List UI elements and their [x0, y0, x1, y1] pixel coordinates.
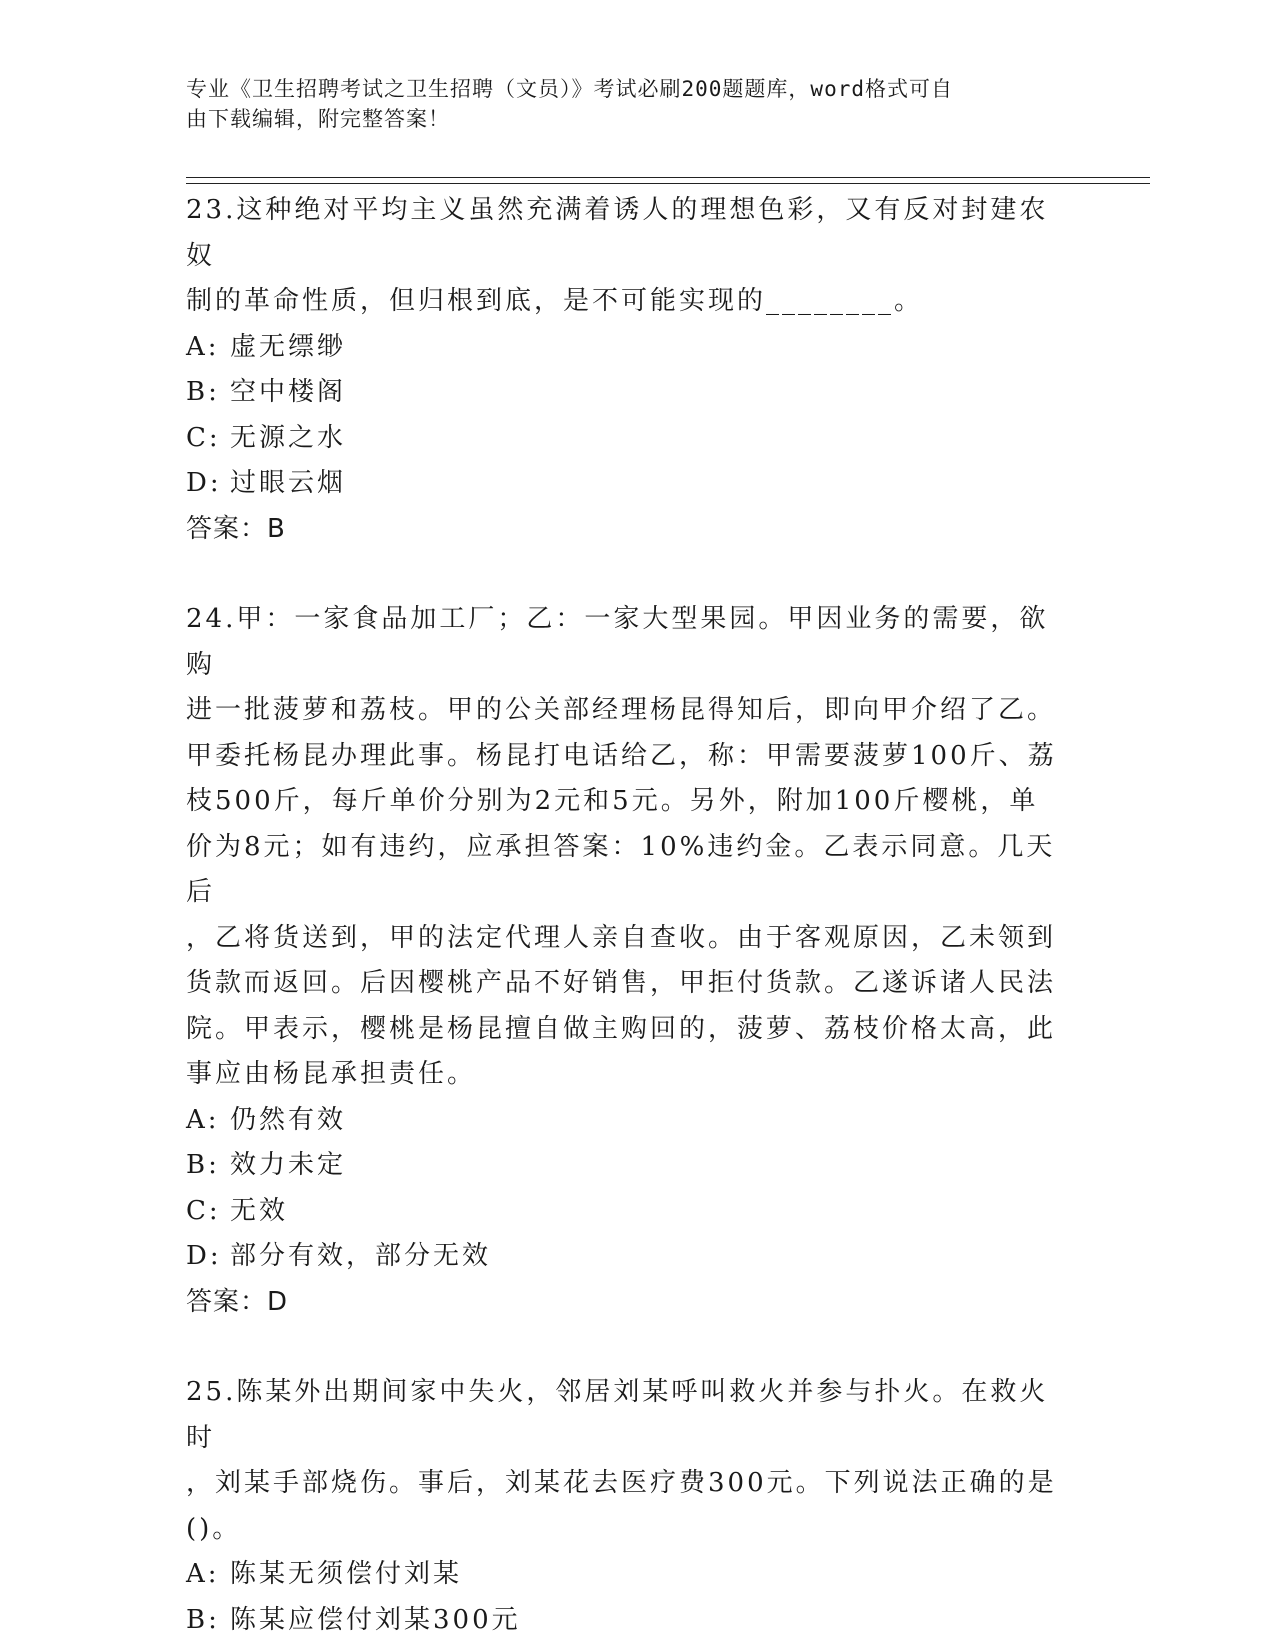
stem-line: 甲委托杨昆办理此事。杨昆打电话给乙，称：甲需要菠萝100斤、荔 — [186, 740, 1057, 771]
option-key: D: — [186, 468, 222, 498]
stem-line: 枝500斤，每斤单价分别为2元和5元。另外，附加100斤樱桃，单 — [186, 786, 1039, 816]
option-b — [186, 1143, 1066, 1189]
question-stem — [186, 1370, 1066, 1552]
option-key: D: — [186, 1241, 222, 1271]
option-key: A: — [186, 331, 220, 362]
stem-line: 货款而返回。后因樱桃产品不好销售，甲拒付货款。乙遂诉诸人民法 — [186, 968, 1057, 998]
option-key: B: — [186, 1150, 220, 1180]
header-line-1: 专业《卫生招聘考试之卫生招聘（文员）》考试必刷200题题库，word格式可自 — [186, 77, 953, 101]
option-a — [186, 1098, 1066, 1144]
header-divider-top — [186, 177, 1150, 178]
stem-line: 25.陈某外出期间家中失火，邻居刘某呼叫救火并参与扑火。在救火时 — [186, 1377, 1049, 1453]
stem-line: ，刘某手部烧伤。事后，刘某花去医疗费300元。下列说法正确的是 — [186, 1468, 1057, 1498]
stem-line: 制的革命性质，但归根到底，是不可能实现的________。 — [186, 286, 924, 316]
option-d — [186, 1234, 1066, 1280]
stem-line: 23.这种绝对平均主义虽然充满着诱人的理想色彩，又有反对封建农奴 — [186, 195, 1049, 271]
question-24 — [186, 597, 1066, 1325]
question-stem — [186, 188, 1066, 325]
option-d — [186, 461, 1066, 507]
option-key: C: — [186, 1195, 221, 1226]
stem-line: 24.甲：一家食品加工厂；乙：一家大型果园。甲因业务的需要，欲购 — [186, 604, 1049, 680]
option-b — [186, 1598, 1066, 1644]
option-text: 无效 — [230, 1195, 289, 1226]
option-key: B: — [186, 1604, 220, 1635]
option-a — [186, 1552, 1066, 1598]
stem-line: ，乙将货送到，甲的法定代理人亲自查收。由于客观原因，乙未领到 — [186, 922, 1057, 953]
stem-line: 院。甲表示，樱桃是杨昆擅自做主购回的，菠萝、荔枝价格太高，此 — [186, 1013, 1057, 1044]
option-text: 过眼云烟 — [230, 468, 347, 498]
option-key: C: — [186, 422, 221, 453]
question-stem — [186, 597, 1066, 1098]
option-text: 效力未定 — [230, 1150, 347, 1180]
option-a — [186, 325, 1066, 371]
option-key: A: — [186, 1104, 220, 1135]
spacer — [186, 1325, 1066, 1370]
header-line-2: 由下载编辑，附完整答案！ — [186, 107, 450, 131]
stem-line: 进一批菠萝和荔枝。甲的公关部经理杨昆得知后，即向甲介绍了乙。 — [186, 695, 1057, 725]
option-b — [186, 370, 1066, 416]
stem-line: 价为8元；如有违约，应承担答案：10%违约金。乙表示同意。几天后 — [186, 831, 1056, 907]
question-23 — [186, 188, 1066, 552]
answer-line: 答案：B — [186, 513, 286, 544]
option-key: A: — [186, 1559, 220, 1589]
spacer — [186, 552, 1066, 597]
option-text: 虚无缥缈 — [230, 331, 347, 362]
question-25 — [186, 1370, 1066, 1643]
option-c — [186, 1189, 1066, 1235]
option-text: 部分有效，部分无效 — [230, 1241, 492, 1271]
option-key: B: — [186, 377, 220, 407]
stem-line: 事应由杨昆承担责任。 — [186, 1059, 477, 1089]
option-text: 空中楼阁 — [230, 377, 347, 407]
option-text: 陈某应偿付刘某300元 — [230, 1604, 521, 1635]
option-text: 陈某无须偿付刘某 — [230, 1559, 463, 1589]
stem-line: ()。 — [186, 1513, 242, 1544]
document-header — [186, 74, 1066, 134]
option-text: 无源之水 — [230, 422, 347, 453]
header-divider-bottom — [186, 183, 1150, 184]
question-list — [186, 188, 1066, 1643]
option-text: 仍然有效 — [230, 1104, 347, 1135]
answer-line: 答案：D — [186, 1286, 289, 1317]
option-c — [186, 416, 1066, 462]
